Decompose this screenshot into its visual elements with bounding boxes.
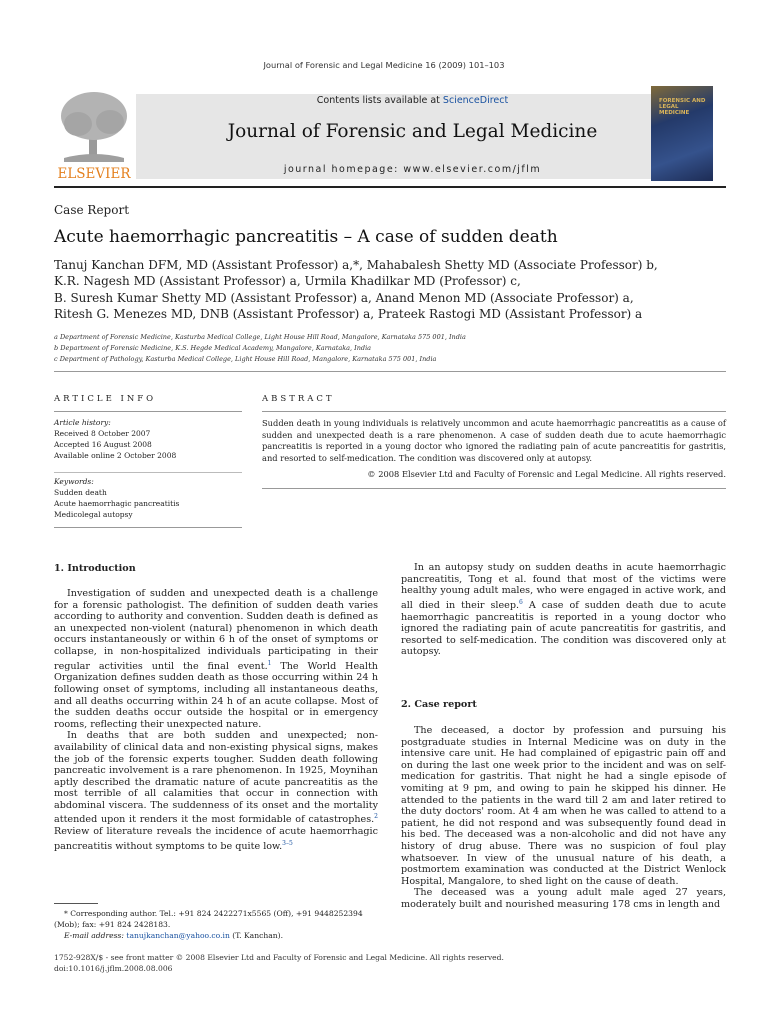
- abstract-text: Sudden death in young individuals is relatively uncommon and acute haemorrhagic pancreatitis as a cause of sudden and unexpected death is a rare phenomenon. A case of sudden death due to acute haemorrhagic pancreatitis is reported in a young doctor who ignored the radiating pain of acute pancreatitis for gastritis, and resorted to self-medication. The condition was discovered only at autopsy.: [262, 418, 726, 463]
- author-line: B. Suresh Kumar Shetty MD (Assistant Professor) a, Anand Menon MD (Associate Professor) a,: [54, 291, 634, 305]
- keyword: Medicolegal autopsy: [54, 510, 133, 519]
- journal-cover-image: [651, 86, 713, 181]
- page-footer: [54, 952, 726, 974]
- paragraph: The deceased, a doctor by profession and pursuing his postgraduate studies in Internal Medicine was on duty in the intensive care unit. He had complained of epigastric pain off and on during the last one week prior to the incident and was on self-medication for gastritis. That night he had a single episode of vomiting at 9 pm, and owing to pain he skipped his dinner. He attended to the patients in the ward till 2 am and later retired to the duty doctors' room. At 4 am when he was called to attend to a patient, he did not respond and was subsequently found dead in his bed. The deceased was a non-alcoholic and did not have any history of drug abuse. There was no suspicion of foul play whatsoever. In view of the unusual nature of his death, a postmortem examination was conducted at the District Wenlock Hospital, Mangalore, to shed light on the cause of death.: [401, 725, 726, 887]
- paragraph: The deceased was a young adult male aged 27 years, moderately built and nourished measuring 178 cms in length and: [401, 887, 726, 910]
- divider: [262, 411, 726, 412]
- footnote: [54, 908, 378, 941]
- email-link[interactable]: tanujkanchan@yahoo.co.in: [126, 931, 230, 940]
- section-title: 2. Case report: [401, 699, 477, 710]
- affiliation: c Department of Pathology, Kasturba Medical College, Light House Hill Road, Mangalore, Karnataka 575 001, India: [54, 355, 437, 363]
- paragraph-text: The World Health Organization defines sudden death as those occurring within 24 h following onset of symptoms, including all instantaneous deaths, and all deaths occurring within 24 h of an acute collapse. Most of the sudden deaths occur outside the hospital or in emergency rooms, reflecting their unexpected nature.: [54, 660, 378, 730]
- paragraph: [54, 730, 378, 852]
- journal-reference: Journal of Forensic and Legal Medicine 16 (2009) 101–103: [263, 60, 505, 70]
- online-date: Available online 2 October 2008: [54, 451, 177, 460]
- paragraph: [54, 588, 378, 730]
- affiliation: b Department of Forensic Medicine, K.S. Hegde Medical Academy, Mangalore, Karnataka, India: [54, 344, 372, 352]
- divider: [54, 371, 726, 372]
- divider: [54, 472, 242, 473]
- doi-link[interactable]: doi:10.1016/j.jflm.2008.08.006: [54, 964, 173, 973]
- email-line: [54, 930, 378, 941]
- paragraph-text: A case of sudden death due to acute haemorrhagic pancreatitis is reported in a young doctor who ignored the radiating pain of acute pancreatitis for gastritis, and resorted to self-medication. The condition was discovered only at autopsy.: [401, 599, 726, 658]
- journal-title: Journal of Forensic and Legal Medicine: [227, 121, 598, 142]
- citation-link[interactable]: 6: [519, 598, 523, 606]
- keyword: Sudden death: [54, 488, 107, 497]
- divider: [54, 527, 242, 528]
- paragraph: [401, 562, 726, 658]
- abstract-heading: ABSTRACT: [262, 394, 335, 404]
- paragraph-text: In an autopsy study on sudden deaths in acute haemorrhagic pancreatitis, Tong et al. found that most of the victims were healthy young adult males, who were engaged in active work, and all died in their sleep.: [401, 562, 726, 611]
- journal-masthead: [54, 86, 726, 188]
- left-column: [54, 588, 378, 853]
- paragraph-text: In deaths that are both sudden and unexpected; non-availability of clinical data and non-existing physical signs, makes the job of the forensic experts tougher. Sudden death following pancreatic involvement is a rare phenomenon. In 1925, Moynihan aptly described the dramatic nature of acute pancreatitis as the most terrible of all calamities that occur in connection with abdominal viscera. The suddenness of its onset and the mortality attended upon it renders it the most formidable of catastrophes.: [54, 730, 378, 826]
- issn-line: 1752-928X/$ - see front matter © 2008 Elsevier Ltd and Faculty of Forensic and Legal Medicine. All rights reserved.: [54, 953, 504, 962]
- author-line: K.R. Nagesh MD (Assistant Professor) a, Urmila Khadilkar MD (Professor) c,: [54, 274, 521, 288]
- citation-link[interactable]: 3–5: [282, 839, 293, 847]
- right-column-case: [401, 725, 726, 911]
- history-label: Article history:: [54, 418, 111, 427]
- divider: [54, 411, 242, 412]
- contents-prefix: Contents lists available at: [316, 95, 443, 106]
- citation-link[interactable]: 1: [267, 659, 272, 667]
- contents-line: [136, 95, 689, 106]
- email-suffix: (T. Kanchan).: [229, 931, 284, 940]
- article-type: Case Report: [54, 203, 130, 217]
- accepted-date: Accepted 16 August 2008: [54, 440, 152, 449]
- introduction-heading: [54, 563, 136, 575]
- elsevier-tree-logo[interactable]: [54, 86, 134, 182]
- masthead-divider: [54, 186, 726, 188]
- author-line: Tanuj Kanchan DFM, MD (Assistant Professor) a,*, Mahabalesh Shetty MD (Associate Professor) b,: [54, 258, 658, 272]
- case-report-heading: [401, 699, 477, 711]
- elsevier-wordmark: ELSEVIER: [57, 166, 131, 182]
- cover-title-text: FORENSIC AND LEGAL MEDICINE: [659, 98, 706, 116]
- corresponding-author-note: * Corresponding author. Tel.: +91 824 2422271x5565 (Off), +91 9448252394 (Mob); fax: +91 824 2428183.: [54, 909, 363, 929]
- right-column-top: [401, 562, 726, 658]
- paragraph-text: Investigation of sudden and unexpected death is a challenge for a forensic pathologist. The definition of sudden death varies according to authority and convention. Sudden death is defined as an unexpected non-violent (natural) phenomenon in which death occurs instantaneously or within 6 h of the onset of symptoms or collapse, in non-hospitalized individuals participating in their regular activities until the final event.: [54, 588, 378, 672]
- article-info-heading: ARTICLE INFO: [54, 394, 157, 404]
- citation-link[interactable]: 2: [374, 813, 378, 821]
- received-date: Received 8 October 2007: [54, 429, 151, 438]
- sciencedirect-link[interactable]: ScienceDirect: [442, 95, 509, 106]
- affiliation: a Department of Forensic Medicine, Kasturba Medical College, Light House Hill Road, Mangalore, Karnataka 575 001, India: [54, 333, 466, 341]
- journal-homepage-link[interactable]: journal homepage: www.elsevier.com/jflm: [283, 164, 542, 175]
- article-title: Acute haemorrhagic pancreatitis – A case of sudden death: [54, 227, 558, 247]
- keyword: Acute haemorrhagic pancreatitis: [54, 499, 180, 508]
- abstract-copyright: © 2008 Elsevier Ltd and Faculty of Forensic and Legal Medicine. All rights reserved.: [367, 469, 726, 479]
- footnote-divider: [54, 903, 98, 904]
- author-line: Ritesh G. Menezes MD, DNB (Assistant Professor) a, Prateek Rastogi MD (Assistant Professor) a: [54, 307, 643, 321]
- keywords-label: Keywords:: [54, 477, 94, 486]
- paragraph-text: Review of literature reveals the incidence of acute haemorrhagic pancreatitis without symptoms to be quite low.: [54, 826, 378, 853]
- email-label: E-mail address:: [64, 931, 127, 940]
- divider: [262, 488, 726, 489]
- section-title: 1. Introduction: [54, 563, 136, 574]
